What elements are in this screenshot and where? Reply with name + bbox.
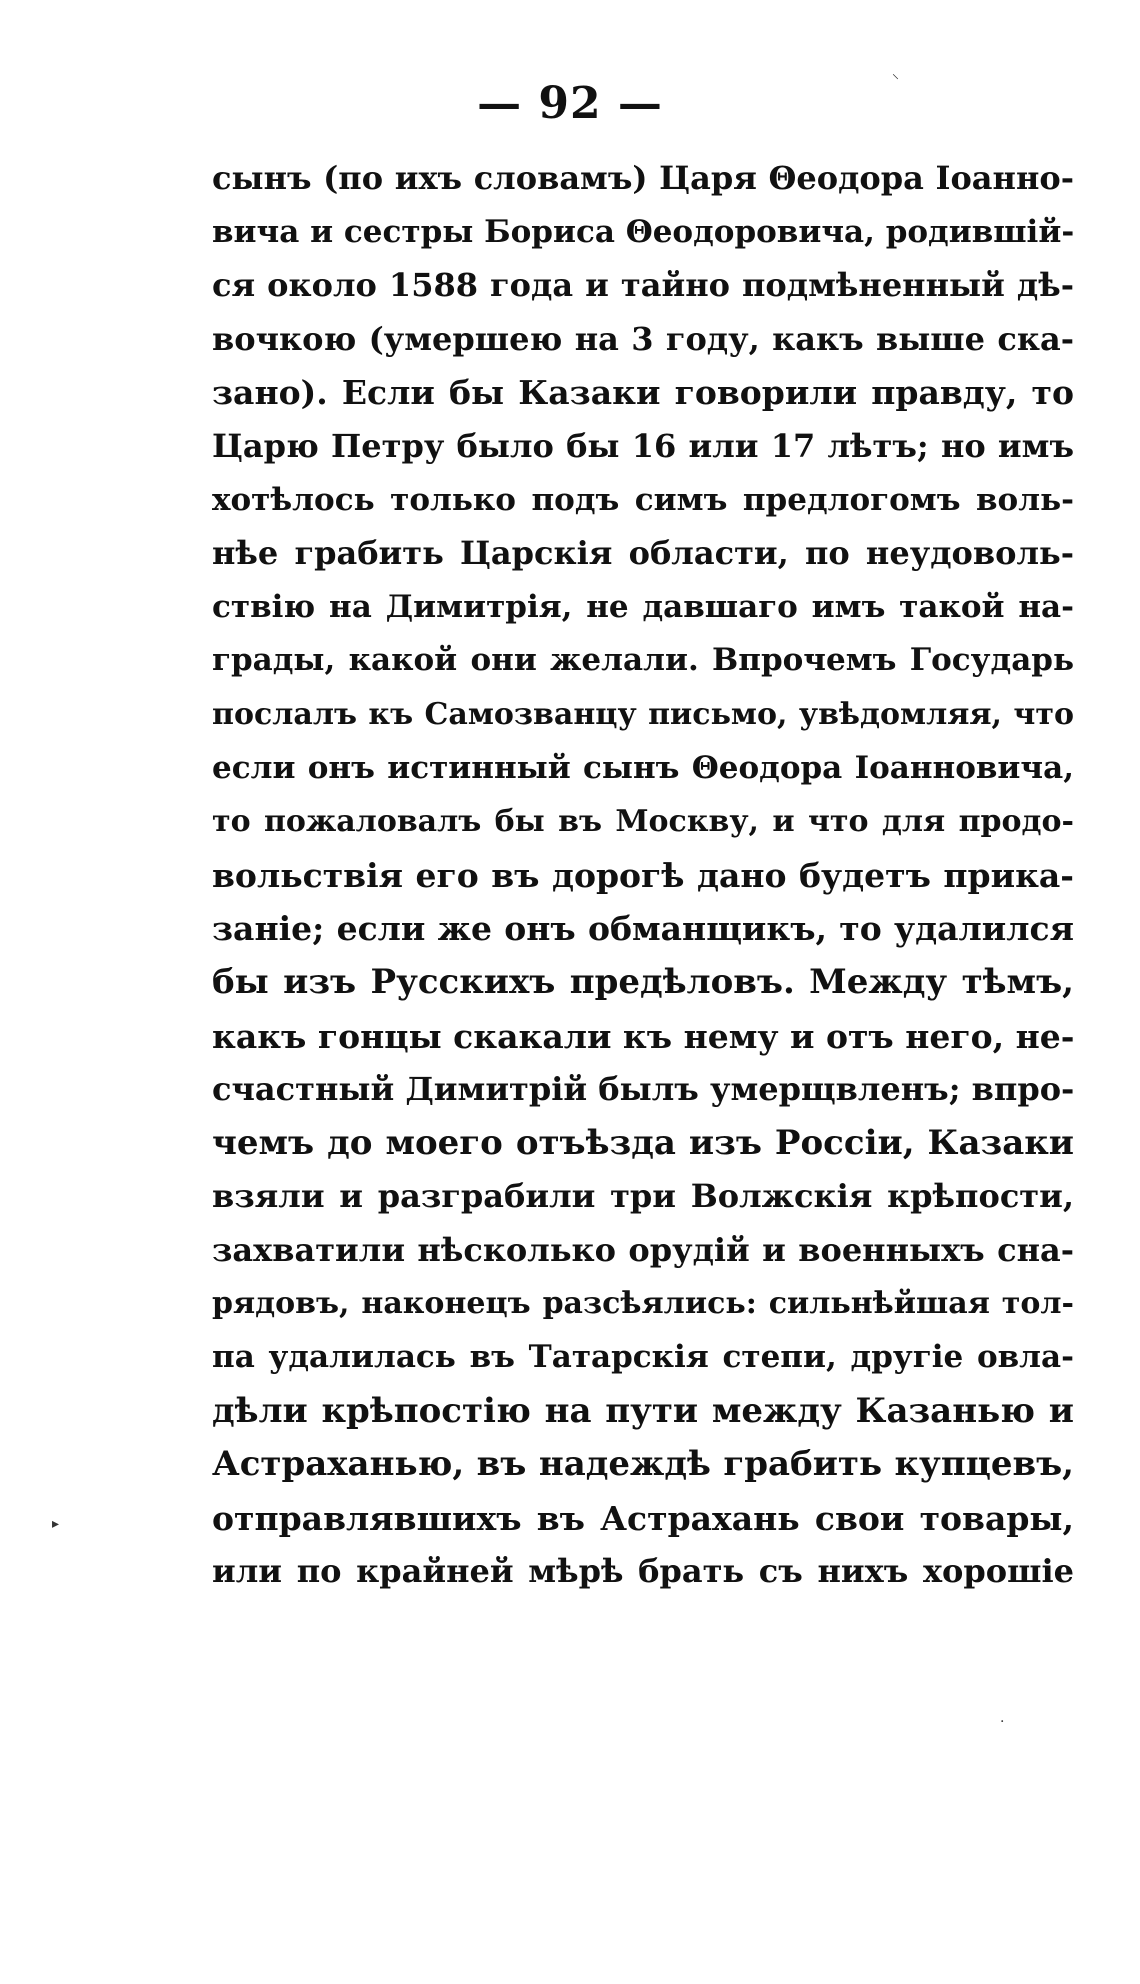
- text-line: зано). Если бы Казаки говорили правду, то: [212, 373, 1074, 413]
- text-line: бы изъ Русскихъ предѣловъ. Между тѣмъ,: [212, 961, 1074, 1002]
- text-line: хотѣлось только подъ симъ предлогомъ воль-: [212, 481, 1074, 518]
- text-line: нѣе грабить Царскія области, по неудоволь-: [212, 534, 1074, 573]
- text-line: чемъ до моего отъѣзда изъ Россіи, Казаки: [212, 1122, 1074, 1163]
- text-line: вича и сестры Бориса Θеодоровича, родившій-: [212, 213, 1074, 250]
- text-line: счастный Димитрій былъ умерщвленъ; впро-: [212, 1070, 1074, 1109]
- text-line: если онъ истинный сынъ Θеодора Іоанновича,: [212, 749, 1074, 786]
- text-line: грады, какой они желали. Впрочемъ Государь: [212, 642, 1074, 679]
- text-line: вольствія его въ дорогѣ дано будетъ прика-: [212, 855, 1074, 895]
- text-line: Царю Петру было бы 16 или 17 лѣтъ; но имъ: [212, 426, 1074, 465]
- text-line: отправлявшихъ въ Астрахань свои товары,: [212, 1498, 1074, 1538]
- text-line: па удалилась въ Татарскія степи, другіе овла-: [212, 1339, 1074, 1376]
- text-line: дѣли крѣпостію на пути между Казанью и: [212, 1390, 1074, 1431]
- scan-speck: ⸌: [892, 72, 899, 88]
- text-line: сынъ (по ихъ словамъ) Царя Θеодора Іоанно-: [212, 159, 1074, 197]
- scan-speck: ▸: [52, 1516, 60, 1532]
- text-line: или по крайней мѣрѣ брать съ нихъ хорошіе: [212, 1552, 1074, 1591]
- body-text: [212, 152, 1074, 1599]
- text-line: заніе; если же онъ обманщикъ, то удалился: [212, 909, 1074, 949]
- text-line: какъ гонцы скакали къ нему и отъ него, не-: [212, 1016, 1074, 1056]
- text-line: ся около 1588 года и тайно подмѣненный дѣ-: [212, 266, 1074, 305]
- text-line: вочкою (умершею на 3 году, какъ выше ска-: [212, 319, 1074, 358]
- page-number: — 92 —: [477, 78, 663, 129]
- text-line: рядовъ, наконецъ разсѣялись: сильнѣйшая тол-: [212, 1286, 1074, 1322]
- text-line: Астраханью, въ надеждѣ грабить купцевъ,: [212, 1444, 1074, 1485]
- text-line: то пожаловалъ бы въ Москву, и что для продо-: [212, 804, 1074, 840]
- text-line: ствію на Димитрія, не давшаго имъ такой на-: [212, 588, 1074, 625]
- scan-speck: ·: [1000, 1714, 1005, 1730]
- text-line: послалъ къ Самозванцу письмо, увѣдомляя, что: [212, 696, 1074, 732]
- text-line: захватили нѣсколько орудій и военныхъ сна-: [212, 1230, 1074, 1269]
- text-line: взяли и разграбили три Волжскія крѣпости,: [212, 1177, 1074, 1216]
